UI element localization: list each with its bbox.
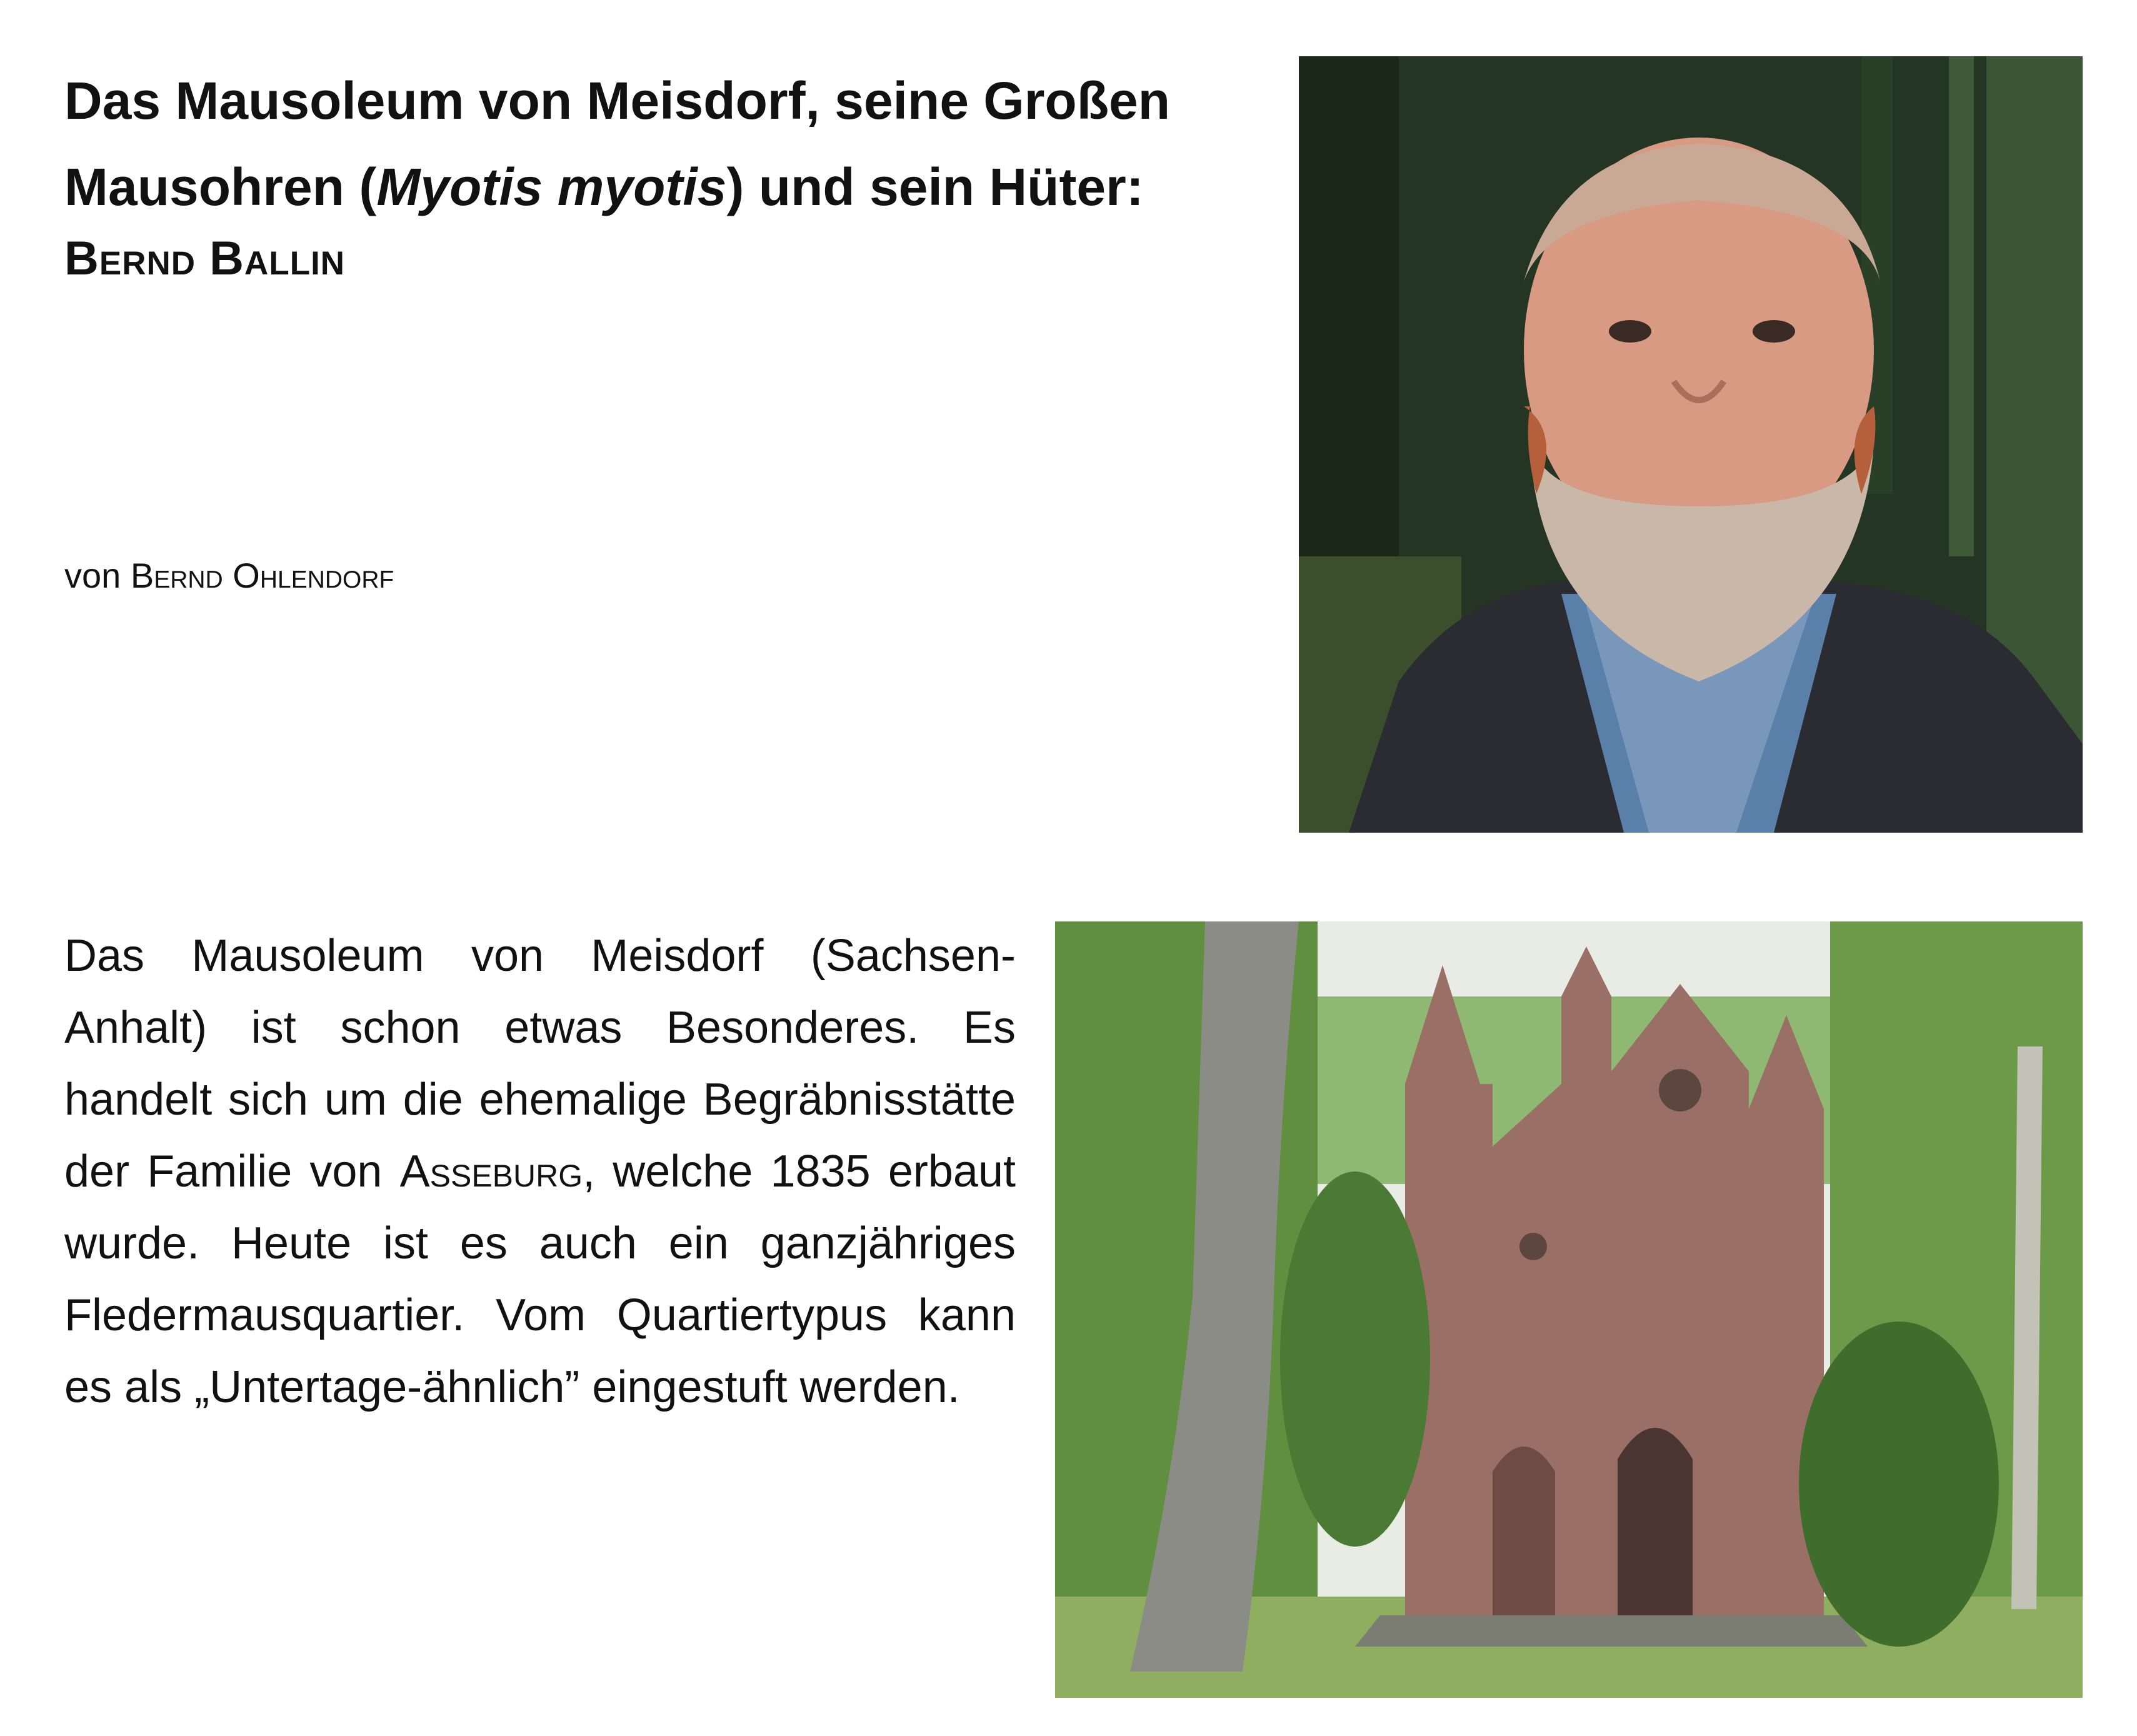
title-line-2 [64, 144, 1271, 230]
species-name: Myotis myotis [376, 158, 727, 216]
article-title [64, 58, 1271, 230]
byline-author: Bernd Ohlendorf [130, 556, 394, 595]
title-line-2-end: ) und sein Hüter: [726, 158, 1144, 216]
title-line-2-start: Mausohren ( [64, 158, 377, 216]
byline-prefix: von [64, 556, 131, 595]
article-body [64, 920, 1016, 1423]
title-line-1: Das Mausoleum von Meisdorf, seine Großen [64, 71, 1171, 130]
title-subject-name: Bernd Ballin [64, 232, 346, 285]
portrait-photo [1299, 56, 2083, 833]
body-text-end: , welche 1835 erbaut wurde. Heute ist es auch ein ganzjähriges Fledermausquartier. Vom Quartiertypus kann es als „Untertage-ähnlich” eingestuft werden. [64, 1146, 1016, 1412]
mausoleum-illustration [1055, 921, 2083, 1698]
body-text-start: Das Mausoleum von Meisdorf (Sachsen-Anhalt) ist schon etwas Besonderes. Es handelt sich um die ehemalige Begräbnisstätte der Familie von [64, 931, 1016, 1197]
mausoleum-photo [1055, 921, 2083, 1698]
portrait-illustration [1299, 56, 2083, 833]
family-name: Asseburg [399, 1146, 583, 1197]
byline [64, 555, 394, 596]
